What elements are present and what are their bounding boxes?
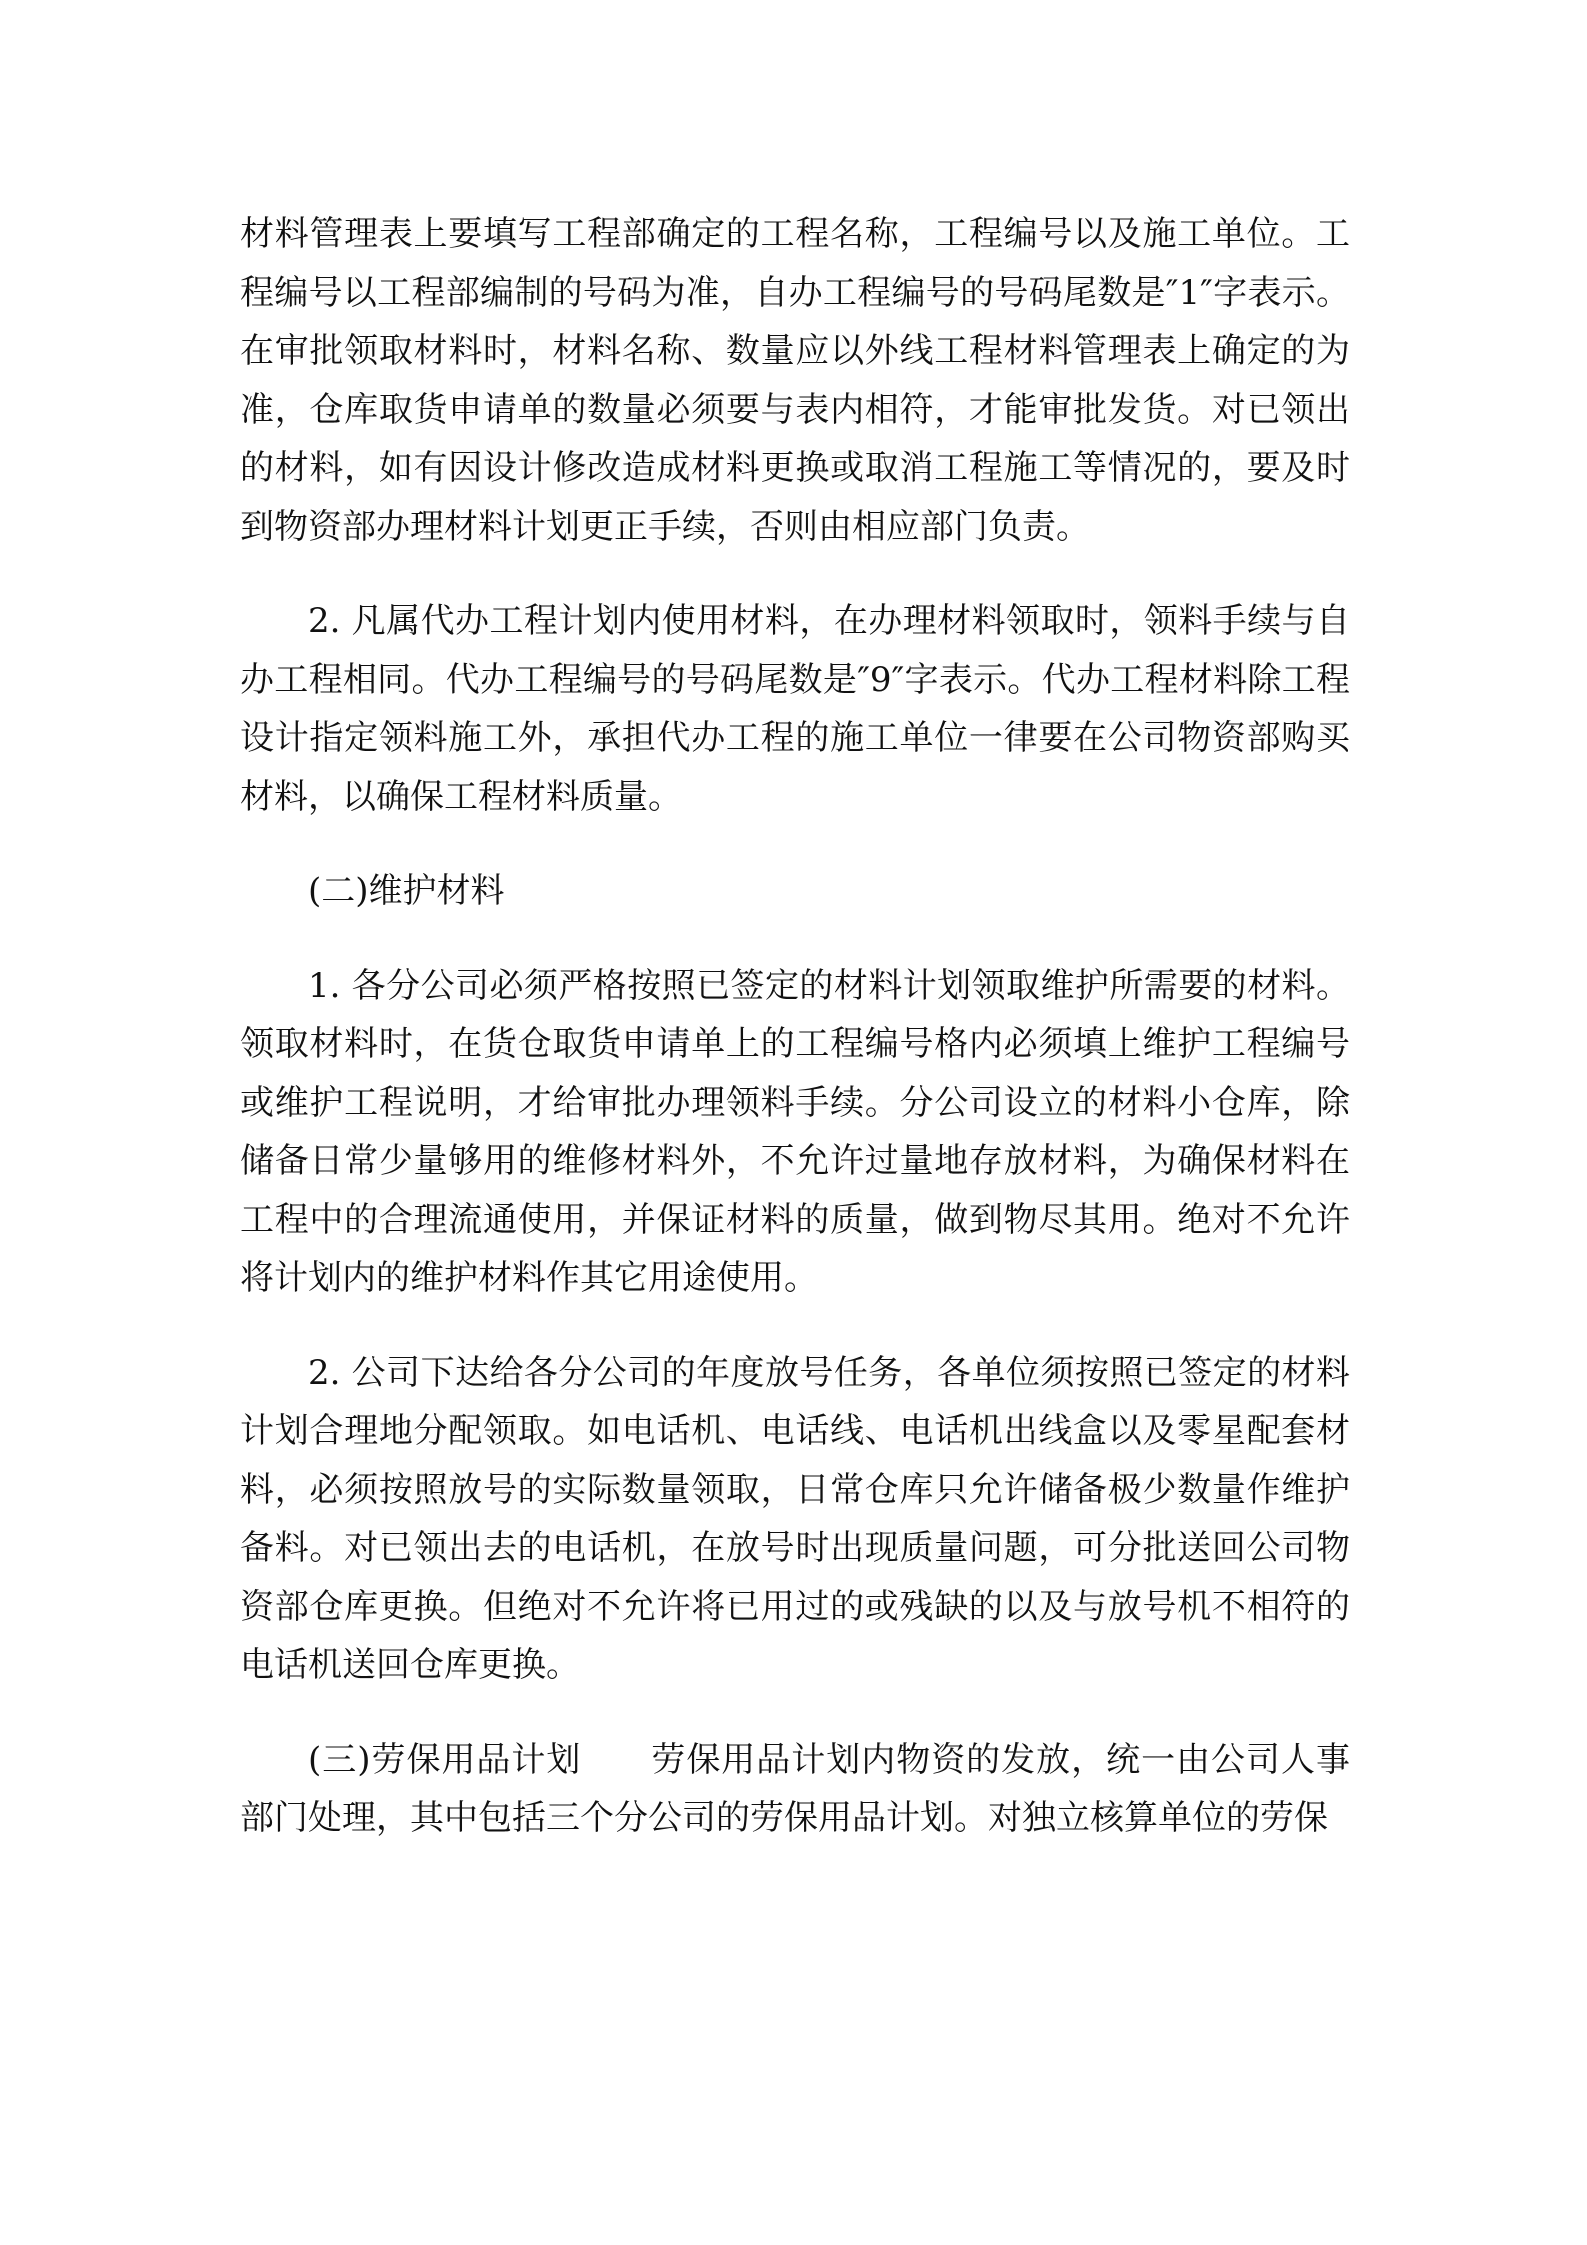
paragraph-maintenance-1: 1. 各分公司必须严格按照已签定的材料计划领取维护所需要的材料。领取材料时，在货仓取货申请单上的工程编号格内必须填上维护工程编号或维护工程说明，才给审批办理领料手续。分公司设立的材料小仓库，除储备日常少量够用的维修材料外，不允许过量地存放材料，为确保材料在工程中的合理流通使用，并保证材料的质量，做到物尽其用。绝对不允许将计划内的维护材料作其它用途使用。 (240, 965, 1350, 1298)
paragraph-labor-protection: (三)劳保用品计划 劳保用品计划内物资的发放，统一由公司人事部门处理，其中包括三个分公司的劳保用品计划。对独立核算单位的劳保 (240, 1739, 1350, 1838)
paragraph-maintenance-2: 2. 公司下达给各分公司的年度放号任务，各单位须按照已签定的材料计划合理地分配领取。如电话机、电话线、电话机出线盒以及零星配套材料，必须按照放号的实际数量领取，日常仓库只允许储备极少数量作维护备料。对已领出去的电话机，在放号时出现质量问题，可分批送回公司物资部仓库更换。但绝对不允许将已用过的或残缺的以及与放号机不相符的电话机送回仓库更换。 (240, 1352, 1350, 1685)
section-heading-maintenance: (二)维护材料 (308, 871, 505, 911)
paragraph-agency-project: 2. 凡属代办工程计划内使用材料，在办理材料领取时，领料手续与自办工程相同。代办工程编号的号码尾数是″9″字表示。代办工程材料除工程设计指定领料施工外，承担代办工程的施工单位一律要在公司物资部购买材料，以确保工程材料质量。 (240, 601, 1350, 817)
paragraph-material-table: 材料管理表上要填写工程部确定的工程名称，工程编号以及施工单位。工程编号以工程部编制的号码为准，自办工程编号的号码尾数是″1″字表示。在审批领取材料时，材料名称、数量应以外线工程材料管理表上确定的为准，仓库取货申请单的数量必须要与表内相符，才能审批发货。对已领出的材料，如有因设计修改造成材料更换或取消工程施工等情况的，要及时到物资部办理材料计划更正手续，否则由相应部门负责。 (240, 214, 1350, 547)
document-page (240, 205, 1350, 1884)
